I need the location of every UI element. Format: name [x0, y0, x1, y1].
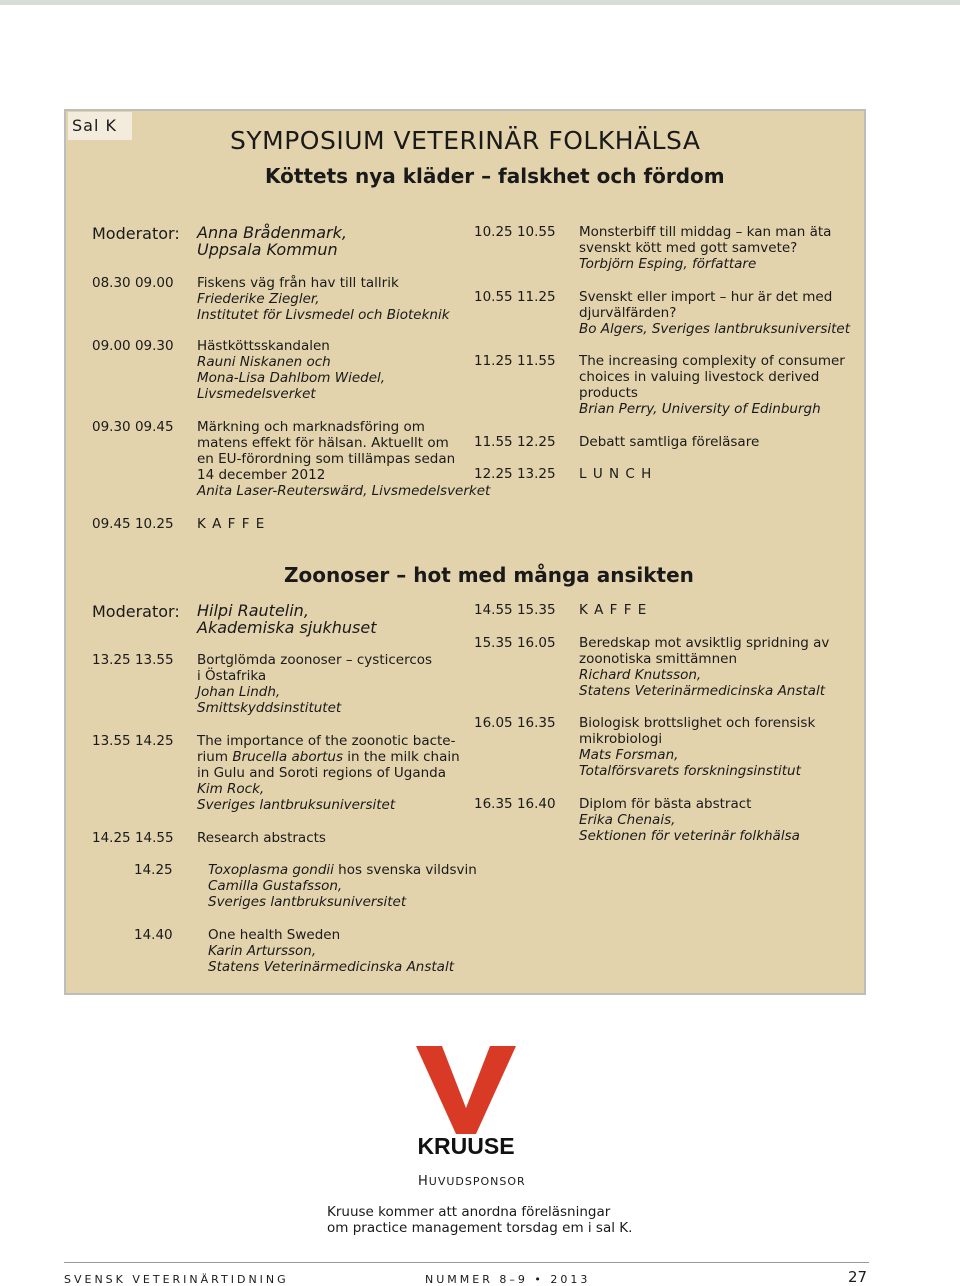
sponsor-note: Kruuse kommer att anordna föreläsningar om practice management torsdag em i sal K.	[327, 1204, 633, 1236]
section2-moderator-name: Hilpi Rautelin, Akademiska sjukhuset	[197, 601, 377, 637]
session-speaker: Mats Forsman, Totalförsvarets forskningsinstitut	[579, 747, 801, 779]
abstract-time: 14.25	[134, 862, 173, 878]
session-title: Beredskap mot avsiktlig spridning av zoonotiska smittämnen	[579, 635, 830, 667]
session-title: The increasing complexity of consumer choices in valuing livestock derived products	[579, 353, 845, 401]
issue-info: NUMMER 8–9 • 2013	[425, 1273, 591, 1286]
logo-wordmark: KRUUSE	[417, 1133, 515, 1156]
session-time: 11.25 11.55	[474, 353, 556, 369]
section1-moderator-name: Anna Brådenmark, Uppsala Kommun	[197, 223, 347, 259]
top-rule	[0, 0, 960, 5]
session-speaker: Richard Knutsson, Statens Veterinärmedicinska Anstalt	[579, 667, 825, 699]
session-speaker: Brian Perry, University of Edinburgh	[579, 401, 821, 417]
title-species: Toxoplasma gondii	[208, 862, 334, 878]
session-title: Fiskens väg från hav till tallrik	[197, 275, 399, 291]
session-speaker: Kim Rock, Sveriges lantbruksuniversitet	[197, 781, 396, 813]
room-label: Sal K	[68, 112, 132, 140]
sponsor-label	[418, 1174, 526, 1189]
session-time: 08.30 09.00	[92, 275, 174, 291]
session-speaker: Anita Laser-Reuterswärd, Livsmedelsverket	[197, 483, 491, 499]
footer-rule	[64, 1262, 869, 1263]
session-title: Hästköttsskandalen	[197, 338, 330, 354]
session-speaker: Bo Algers, Sveriges lantbruksuniversitet	[579, 321, 850, 337]
session-speaker: Erika Chenais, Sektionen för veterinär folkhälsa	[579, 812, 800, 844]
journal-name: SVENSK VETERINÄRTIDNING	[64, 1273, 289, 1286]
session-time: 12.25 13.25	[474, 466, 556, 482]
session-title: Bortglömda zoonoser – cysticercos i Östafrika	[197, 652, 433, 684]
session-title: Debatt samtliga föreläsare	[579, 434, 760, 450]
session-time: 14.55 15.35	[474, 602, 556, 618]
title-part: hos svenska vildsvin	[333, 862, 477, 878]
kruuse-logo	[416, 1046, 516, 1156]
session-time: 14.25 14.55	[92, 830, 174, 846]
session-speaker: Friederike Ziegler, Institutet för Livsmedel och Bioteknik	[197, 291, 450, 323]
abstract-speaker: Camilla Gustafsson, Sveriges lantbruksuniversitet	[208, 878, 407, 910]
coffee-break: K A F F E	[197, 516, 266, 532]
abstract-speaker: Karin Artursson, Statens Veterinärmedicinska Anstalt	[208, 943, 454, 975]
title-part: The importance of the zoonotic bacte- rium	[197, 733, 456, 765]
page-number: 27	[848, 1268, 868, 1286]
session-time: 09.30 09.45	[92, 419, 174, 435]
title-species: Brucella abortus	[232, 749, 344, 765]
session-time: 11.55 12.25	[474, 434, 556, 450]
section2-heading: Zoonoser – hot med många ansikten	[284, 563, 694, 587]
abstract-title	[208, 862, 477, 878]
session-title: Märkning och marknadsföring om matens effekt för hälsan. Aktuellt om en EU-förordning som tillämpas sedan 14 december 2012	[197, 419, 456, 483]
sponsor-label-initial: H	[418, 1174, 429, 1189]
session-title: Monsterbiff till middag – kan man äta svenskt kött med gott samvete?	[579, 224, 832, 256]
session-title: Research abstracts	[197, 830, 326, 846]
session-title: Svenskt eller import – hur är det med djurvälfärden?	[579, 289, 833, 321]
session-speaker: Torbjörn Esping, författare	[579, 256, 757, 272]
symposium-title: SYMPOSIUM VETERINÄR FOLKHÄLSA	[230, 126, 701, 155]
session-title: Biologisk brottslighet och forensisk mikrobiologi	[579, 715, 816, 747]
lunch-break: L U N C H	[579, 466, 653, 482]
session-time: 13.55 14.25	[92, 733, 174, 749]
section1-heading: Köttets nya kläder – falskhet och fördom	[265, 164, 725, 188]
session-time: 16.05 16.35	[474, 715, 556, 731]
session-time: 10.25 10.55	[474, 224, 556, 240]
session-speaker: Rauni Niskanen och Mona-Lisa Dahlbom Wiedel, Livsmedelsverket	[197, 354, 386, 402]
section1-moderator-label: Moderator:	[92, 224, 180, 243]
coffee-break: K A F F E	[579, 602, 648, 618]
abstract-title: One health Sweden	[208, 927, 341, 943]
session-time: 09.45 10.25	[92, 516, 174, 532]
abstract-time: 14.40	[134, 927, 173, 943]
session-time: 09.00 09.30	[92, 338, 174, 354]
title-part: in the milk chain in Gulu and Soroti regions of Uganda	[197, 749, 460, 781]
session-time: 15.35 16.05	[474, 635, 556, 651]
session-time: 13.25 13.55	[92, 652, 174, 668]
session-title	[197, 733, 460, 781]
session-time: 10.55 11.25	[474, 289, 556, 305]
session-title: Diplom för bästa abstract	[579, 796, 752, 812]
section2-moderator-label: Moderator:	[92, 602, 180, 621]
session-speaker: Johan Lindh, Smittskyddsinstitutet	[197, 684, 342, 716]
sponsor-label-rest: UVUDSPONSOR	[428, 1175, 526, 1188]
session-time: 16.35 16.40	[474, 796, 556, 812]
